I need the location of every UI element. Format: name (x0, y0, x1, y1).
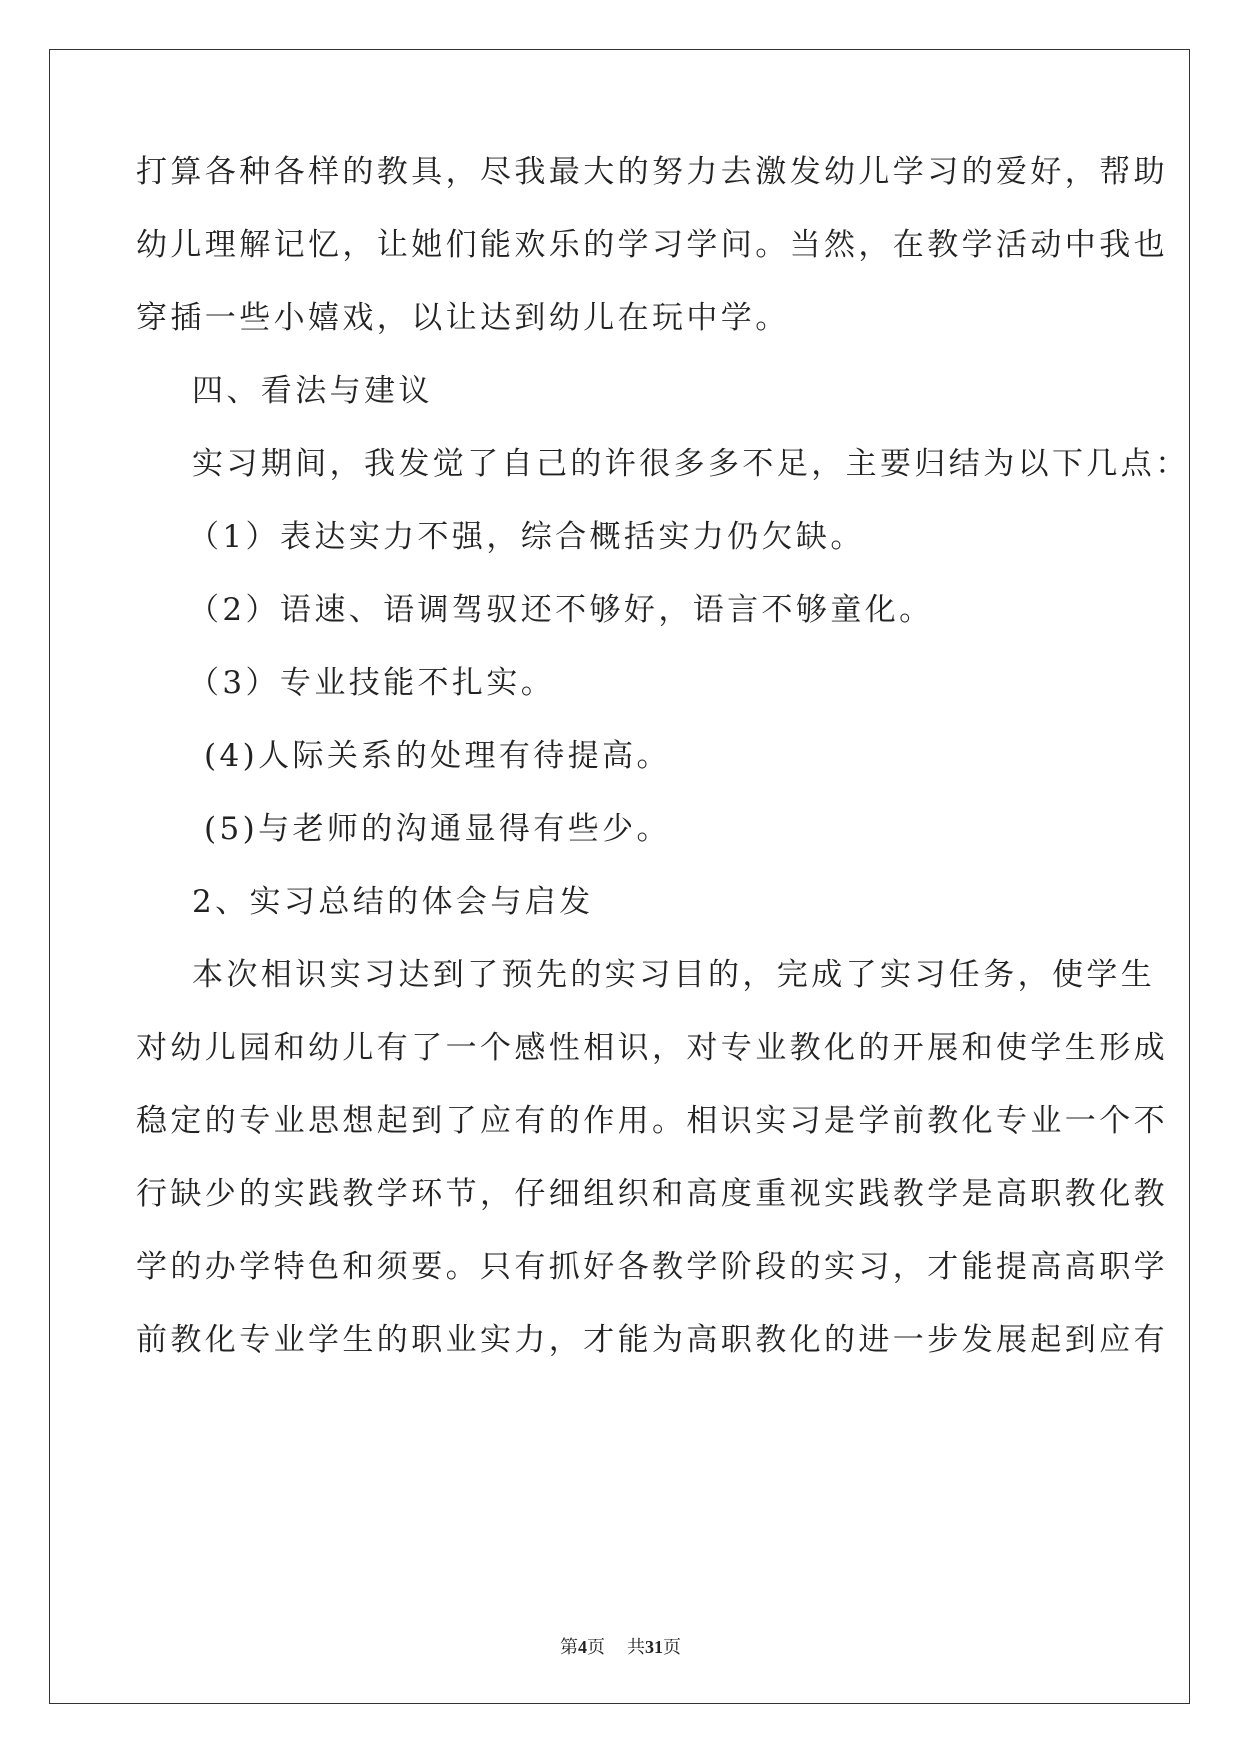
footer-page-total: 31 (645, 1637, 663, 1657)
body-line-13: 对幼儿园和幼儿有了一个感性相识，对专业教化的开展和使学生形成 (136, 1030, 1168, 1066)
footer-total-suffix: 页 (663, 1637, 681, 1657)
body-line-16: 学的办学特色和须要。只有抓好各教学阶段的实习，才能提高高职学 (136, 1249, 1168, 1285)
body-line-2: 幼儿理解记忆，让她们能欢乐的学习学问。当然，在教学活动中我也 (136, 227, 1168, 263)
body-line-17: 前教化专业学生的职业实力，才能为高职教化的进一步发展起到应有 (136, 1322, 1168, 1358)
list-item-5: (5)与老师的沟通显得有些少。 (204, 811, 671, 847)
footer-page-suffix: 页 (587, 1637, 605, 1657)
body-line-5: 实习期间，我发觉了自己的许很多多不足，主要归结为以下几点： (192, 446, 1190, 482)
list-item-4: (4)人际关系的处理有待提高。 (204, 738, 671, 774)
body-line-15: 行缺少的实践教学环节，仔细组织和高度重视实践教学是高职教化教 (136, 1176, 1168, 1212)
page-footer (0, 1635, 1241, 1659)
footer-page-prefix: 第 (560, 1637, 578, 1657)
body-line-3: 穿插一些小嬉戏，以让达到幼儿在玩中学。 (136, 300, 790, 336)
section-heading-2: 2、实习总结的体会与启发 (192, 884, 594, 920)
footer-page-current: 4 (578, 1637, 587, 1657)
footer-total-prefix: 共 (627, 1637, 645, 1657)
body-line-14: 稳定的专业思想起到了应有的作用。相识实习是学前教化专业一个不 (136, 1103, 1168, 1139)
section-heading-4: 四、看法与建议 (192, 373, 433, 409)
list-item-3: （3）专业技能不扎实。 (188, 665, 556, 701)
list-item-2: （2）语速、语调驾驭还不够好，语言不够童化。 (188, 592, 934, 628)
list-item-1: （1）表达实力不强，综合概括实力仍欠缺。 (188, 519, 865, 555)
body-line-1: 打算各种各样的教具，尽我最大的努力去激发幼儿学习的爱好，帮助 (136, 154, 1168, 190)
body-line-12: 本次相识实习达到了预先的实习目的，完成了实习任务，使学生 (192, 957, 1156, 993)
